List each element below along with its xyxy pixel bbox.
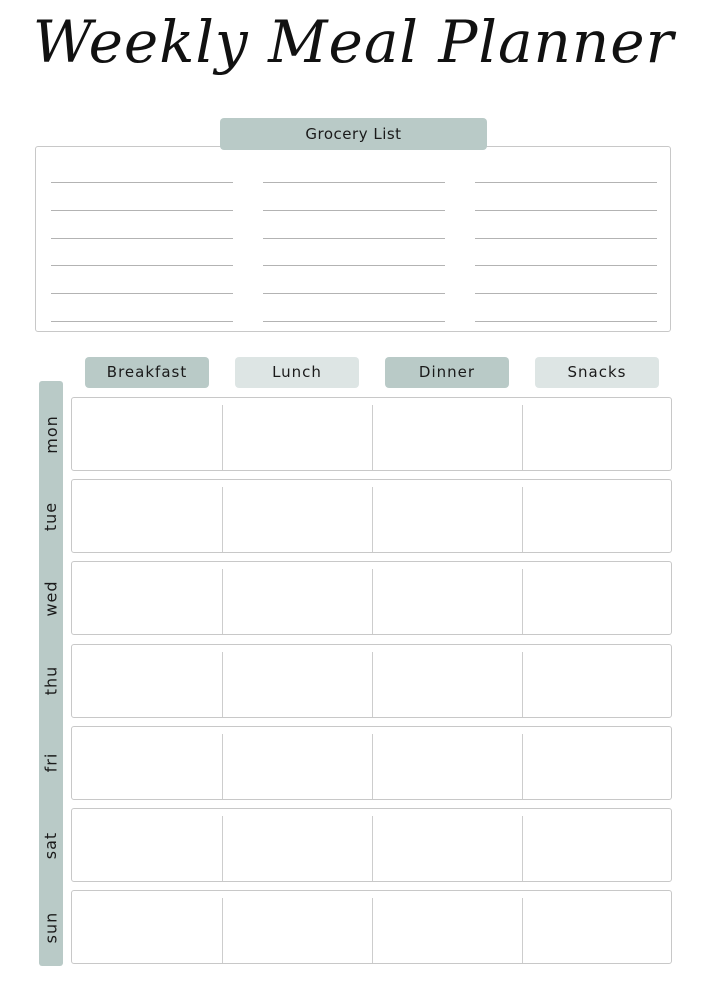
meal-cell-divider [222,569,223,634]
day-label-text: mon [41,414,61,454]
day-label-wed [39,561,63,635]
grocery-line[interactable] [263,265,445,266]
day-label-text: sat [41,831,61,859]
meal-cell-divider [522,652,523,717]
day-row-sat[interactable] [71,808,672,882]
day-label-text: fri [41,752,61,773]
day-label-thu [39,644,63,718]
day-label-sun [39,890,63,964]
meal-cell-divider [522,569,523,634]
grocery-line[interactable] [51,265,233,266]
meal-cell-divider [222,652,223,717]
day-label-text: sun [41,911,61,943]
grocery-line[interactable] [51,238,233,239]
meal-cell-divider [522,487,523,552]
day-label-text: thu [41,665,61,696]
grocery-line[interactable] [263,238,445,239]
page-title: Weekly Meal Planner [32,8,675,76]
meal-cell-divider [222,898,223,963]
meal-cell-divider [372,898,373,963]
grocery-line[interactable] [263,321,445,322]
meal-cell-divider [522,734,523,799]
meal-cell-divider [372,734,373,799]
meal-cell-divider [372,569,373,634]
meal-cell-divider [372,652,373,717]
meal-cell-divider [222,487,223,552]
meal-header-breakfast: Breakfast [85,357,209,388]
grocery-line[interactable] [263,210,445,211]
day-label-text: tue [41,501,61,531]
grocery-line[interactable] [51,182,233,183]
day-label-fri [39,726,63,800]
meal-cell-divider [372,816,373,881]
meal-cell-divider [522,898,523,963]
day-row-thu[interactable] [71,644,672,718]
meal-cell-divider [522,405,523,470]
grocery-list-box[interactable] [35,146,671,332]
day-row-wed[interactable] [71,561,672,635]
meal-header-snacks: Snacks [535,357,659,388]
day-row-tue[interactable] [71,479,672,553]
day-label-mon [39,397,63,471]
meal-cell-divider [222,734,223,799]
meal-header-dinner: Dinner [385,357,509,388]
grocery-line[interactable] [475,293,657,294]
grocery-line[interactable] [475,321,657,322]
day-label-text: wed [41,580,61,617]
grocery-line[interactable] [51,293,233,294]
meal-cell-divider [222,816,223,881]
grocery-line[interactable] [475,210,657,211]
meal-cell-divider [372,405,373,470]
day-row-sun[interactable] [71,890,672,964]
grocery-line[interactable] [51,321,233,322]
grocery-line[interactable] [263,293,445,294]
day-row-mon[interactable] [71,397,672,471]
meal-cell-divider [522,816,523,881]
grocery-line[interactable] [263,182,445,183]
grocery-line[interactable] [475,265,657,266]
day-label-tue [39,479,63,553]
grocery-line[interactable] [475,238,657,239]
grocery-list-header: Grocery List [220,118,487,150]
grocery-line[interactable] [51,210,233,211]
day-row-fri[interactable] [71,726,672,800]
day-label-sat [39,808,63,882]
grocery-line[interactable] [475,182,657,183]
meal-cell-divider [372,487,373,552]
meal-cell-divider [222,405,223,470]
meal-header-lunch: Lunch [235,357,359,388]
